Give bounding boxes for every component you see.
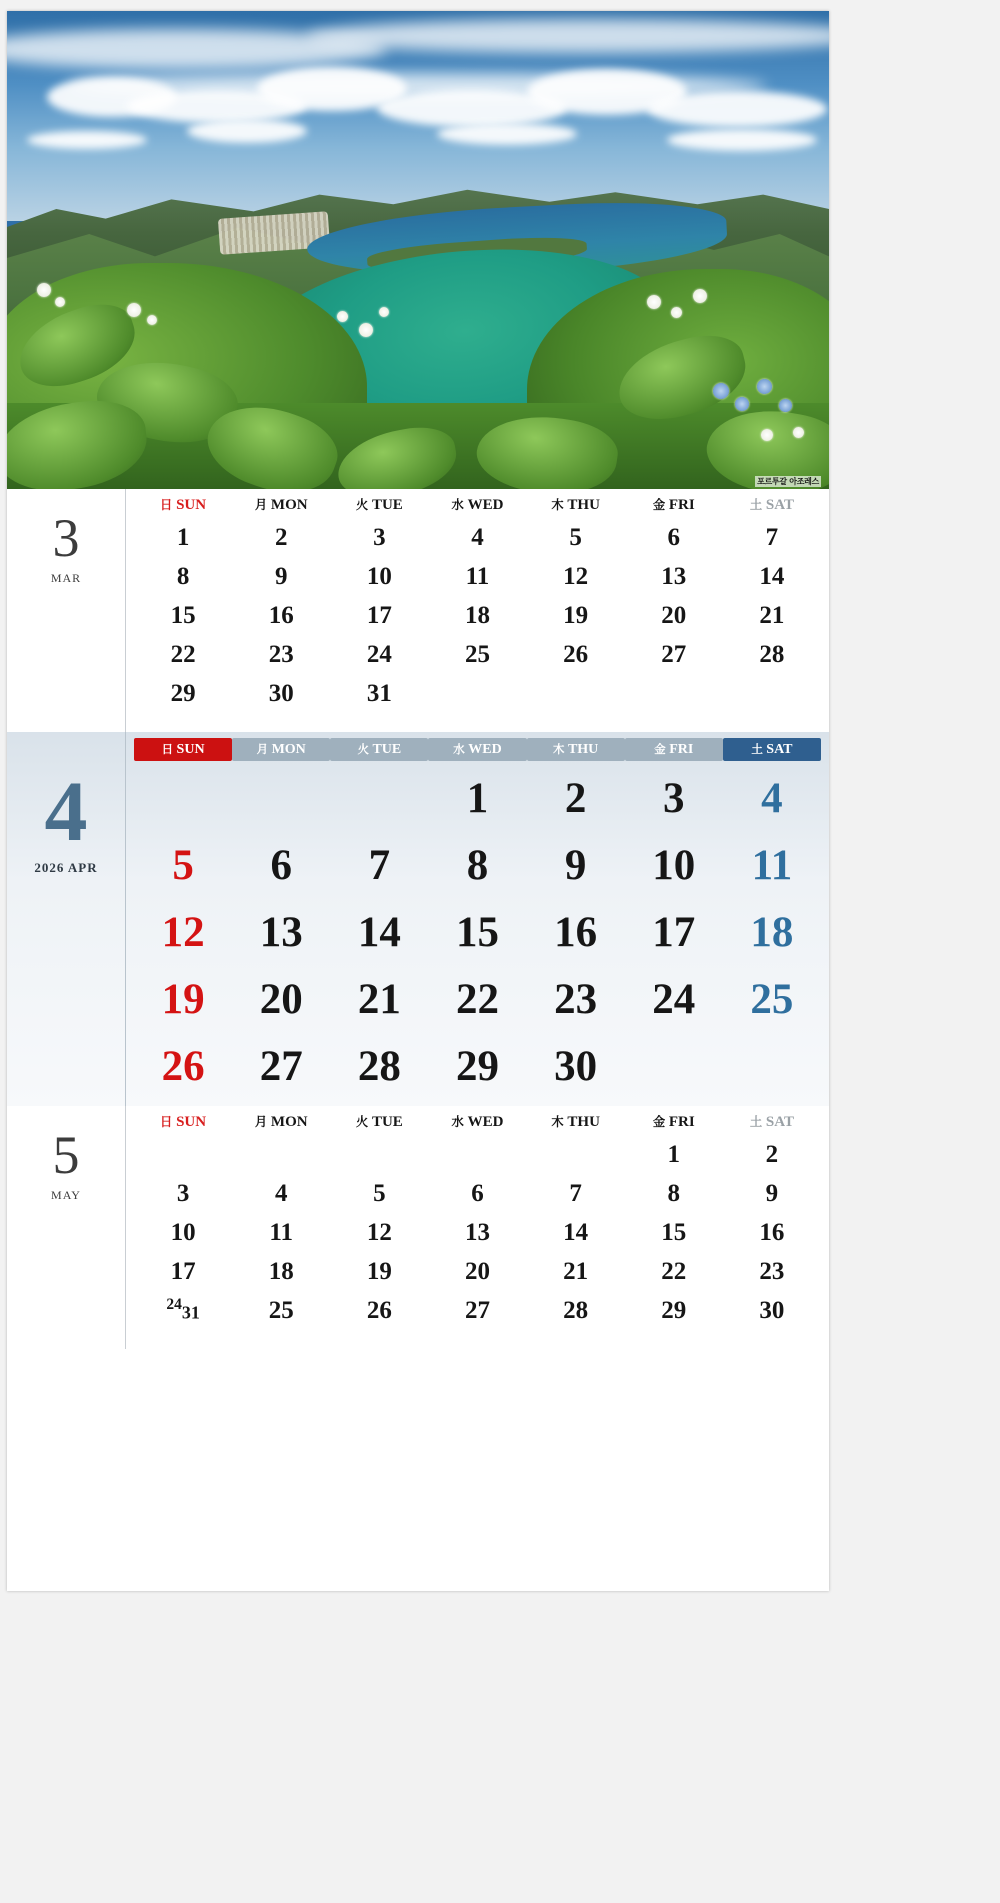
day-cell xyxy=(723,1033,821,1100)
month-sub-march: MAR xyxy=(50,571,82,585)
day-cell: 7 xyxy=(765,523,779,551)
day-cell: 30 xyxy=(268,679,294,707)
day-cell: 24 xyxy=(652,976,696,1023)
week-row xyxy=(134,1174,821,1213)
week-row xyxy=(134,1033,821,1100)
day-cell: 3 xyxy=(373,523,386,551)
day-cell: 8 xyxy=(176,562,190,590)
day-cell: 17 xyxy=(652,909,696,956)
day-cell: 8 xyxy=(667,1179,681,1207)
weekday-thu: 木 THU xyxy=(551,1114,600,1130)
day-cell: 22 xyxy=(455,976,499,1023)
day-cell: 28 xyxy=(563,1296,589,1324)
weekday-mon: 月 MON xyxy=(254,497,308,513)
day-cell: 13 xyxy=(661,562,687,590)
day-cell: 8 xyxy=(466,842,489,889)
month-label-may xyxy=(7,1106,126,1349)
day-cell: 1 xyxy=(667,1140,681,1168)
day-cell: 27 xyxy=(464,1296,490,1324)
week-row xyxy=(134,832,821,899)
calendar-grid-march xyxy=(126,489,829,732)
weekday-sun: 日 SUN xyxy=(160,497,207,513)
week-row xyxy=(134,1135,821,1174)
day-cell: 18 xyxy=(464,601,490,629)
day-cell: 9 xyxy=(765,1179,779,1207)
day-cell: 22 xyxy=(170,640,196,668)
day-cell: 14 xyxy=(563,1218,589,1246)
day-cell: 11 xyxy=(269,1218,294,1246)
weekday-header-row xyxy=(134,732,821,765)
day-cell: 20 xyxy=(464,1257,490,1285)
day-cell: 5 xyxy=(172,842,194,889)
day-cell: 20 xyxy=(259,976,303,1023)
day-cell: 12 xyxy=(366,1218,392,1246)
week-row xyxy=(134,899,821,966)
day-cell: 23 xyxy=(554,976,598,1023)
day-cell: 28 xyxy=(759,640,785,668)
weekday-sun: 日 SUN xyxy=(134,732,232,765)
day-cell: 24 xyxy=(366,640,392,668)
month-sub-may: MAY xyxy=(51,1188,81,1202)
month-number-may: 5 xyxy=(52,1125,80,1185)
day-cell: 6 xyxy=(471,1179,484,1207)
day-cell: 23 xyxy=(268,640,294,668)
day-cell-dual xyxy=(134,1291,232,1330)
day-cell: 14 xyxy=(357,909,401,956)
weekday-sat: 土 SAT xyxy=(723,732,821,765)
day-cell: 13 xyxy=(259,909,303,956)
day-cell: 2 xyxy=(274,523,288,551)
month-march xyxy=(7,489,829,732)
day-cell: 21 xyxy=(759,601,785,629)
week-row xyxy=(134,1252,821,1291)
day-cell: 5 xyxy=(373,1179,386,1207)
day-cell: 29 xyxy=(455,1043,499,1090)
day-cell: 23 xyxy=(759,1257,785,1285)
day-cell xyxy=(428,1135,526,1174)
day-cell: 3 xyxy=(176,1179,190,1207)
day-cell: 21 xyxy=(357,976,401,1023)
week-row xyxy=(134,557,821,596)
weekday-sat: 土 SAT xyxy=(749,1114,794,1130)
day-cell xyxy=(134,765,232,832)
weekday-tue: 火 TUE xyxy=(355,1114,403,1130)
calendar-grid-april xyxy=(126,732,829,1106)
month-number-march: 3 xyxy=(52,508,80,568)
day-cell: 26 xyxy=(563,640,589,668)
day-cell xyxy=(232,1135,330,1174)
day-cell: 1 xyxy=(176,523,190,551)
day-cell xyxy=(723,674,821,713)
day-cell: 26 xyxy=(366,1296,392,1324)
day-cell xyxy=(134,1135,232,1174)
day-cell: 17 xyxy=(366,601,392,629)
day-cell: 9 xyxy=(274,562,288,590)
day-cell: 10 xyxy=(170,1218,196,1246)
day-cell xyxy=(625,1033,723,1100)
day-cell: 5 xyxy=(569,523,582,551)
day-cell: 2 xyxy=(765,1140,779,1168)
day-cell: 25 xyxy=(464,640,490,668)
month-april xyxy=(7,732,829,1106)
day-cell xyxy=(330,1135,428,1174)
week-row xyxy=(134,674,821,713)
day-cell xyxy=(625,674,723,713)
day-cell: 19 xyxy=(563,601,589,629)
month-may xyxy=(7,1106,829,1349)
day-cell xyxy=(527,674,625,713)
day-cell: 17 xyxy=(170,1257,196,1285)
weekday-tue: 火 TUE xyxy=(330,732,428,765)
weekday-tue: 火 TUE xyxy=(355,497,403,513)
day-cell: 12 xyxy=(563,562,589,590)
day-cell: 21 xyxy=(563,1257,589,1285)
calendar-grid-may xyxy=(126,1106,829,1349)
weekday-header-row xyxy=(134,489,821,518)
day-cell: 6 xyxy=(270,842,292,889)
calendar-page xyxy=(7,11,829,1591)
day-cell: 25 xyxy=(268,1296,294,1324)
day-cell xyxy=(232,765,330,832)
day-cell: 2 xyxy=(564,775,587,822)
day-cell: 15 xyxy=(455,909,499,956)
day-cell: 22 xyxy=(661,1257,687,1285)
day-cell: 29 xyxy=(170,679,196,707)
day-cell: 1 xyxy=(466,775,489,822)
weekday-sun: 日 SUN xyxy=(160,1114,207,1130)
week-row xyxy=(134,765,821,832)
day-cell: 25 xyxy=(750,976,794,1023)
day-cell: 29 xyxy=(661,1296,687,1324)
day-cell: 11 xyxy=(751,842,793,889)
day-cell: 26 xyxy=(161,1043,205,1090)
weekday-thu: 木 THU xyxy=(551,497,600,513)
day-cell: 9 xyxy=(564,842,587,889)
month-label-april xyxy=(7,732,126,1106)
day-cell: 27 xyxy=(661,640,687,668)
week-row xyxy=(134,596,821,635)
day-cell: 7 xyxy=(569,1179,582,1207)
photo-credit: 포르투갈 아조레스 xyxy=(757,477,819,486)
day-cell: 30 xyxy=(554,1043,598,1090)
header-photo xyxy=(7,11,829,489)
weekday-mon: 月 MON xyxy=(232,732,330,765)
weekday-sat: 土 SAT xyxy=(749,497,794,513)
day-cell xyxy=(330,765,428,832)
weekday-fri: 金 FRI xyxy=(625,732,723,765)
week-row xyxy=(134,1213,821,1252)
day-cell: 27 xyxy=(259,1043,303,1090)
weekday-wed: 水 WED xyxy=(451,497,504,513)
day-cell: 11 xyxy=(465,562,490,590)
day-cell: 4 xyxy=(471,523,484,551)
day-cell: 18 xyxy=(750,909,794,956)
week-row xyxy=(134,1291,821,1330)
day-cell: 14 xyxy=(759,562,785,590)
day-cell: 15 xyxy=(661,1218,687,1246)
day-cell: 31 xyxy=(366,679,392,707)
day-cell: 7 xyxy=(368,842,391,889)
week-row xyxy=(134,635,821,674)
week-row xyxy=(134,966,821,1033)
day-24: 24 xyxy=(166,1295,182,1313)
day-cell: 10 xyxy=(652,842,696,889)
day-cell: 16 xyxy=(554,909,598,956)
day-cell: 16 xyxy=(759,1218,785,1246)
day-cell: 19 xyxy=(366,1257,392,1285)
day-cell: 13 xyxy=(464,1218,490,1246)
month-number-april: 4 xyxy=(44,763,88,859)
weekday-fri: 金 FRI xyxy=(652,497,695,513)
day-cell: 18 xyxy=(268,1257,294,1285)
day-cell xyxy=(527,1135,625,1174)
day-cell: 20 xyxy=(661,601,687,629)
weekday-wed: 水 WED xyxy=(451,1114,504,1130)
day-cell: 10 xyxy=(366,562,392,590)
weekday-fri: 金 FRI xyxy=(652,1114,695,1130)
month-label-march xyxy=(7,489,126,732)
day-cell: 16 xyxy=(268,601,294,629)
month-sub-april: 2026 APR xyxy=(34,860,98,875)
day-cell: 19 xyxy=(161,976,205,1023)
week-row xyxy=(134,518,821,557)
day-31: 31 xyxy=(181,1302,200,1323)
weekday-mon: 月 MON xyxy=(254,1114,308,1130)
day-cell: 4 xyxy=(274,1179,288,1207)
day-cell xyxy=(428,674,526,713)
day-cell: 6 xyxy=(667,523,681,551)
day-cell: 30 xyxy=(759,1296,785,1324)
weekday-wed: 水 WED xyxy=(428,732,526,765)
day-cell: 15 xyxy=(170,601,196,629)
weekday-thu: 木 THU xyxy=(527,732,625,765)
day-cell: 12 xyxy=(161,909,205,956)
day-cell: 28 xyxy=(357,1043,401,1090)
day-cell: 3 xyxy=(663,775,685,822)
day-cell: 4 xyxy=(761,775,783,822)
weekday-header-row xyxy=(134,1106,821,1135)
